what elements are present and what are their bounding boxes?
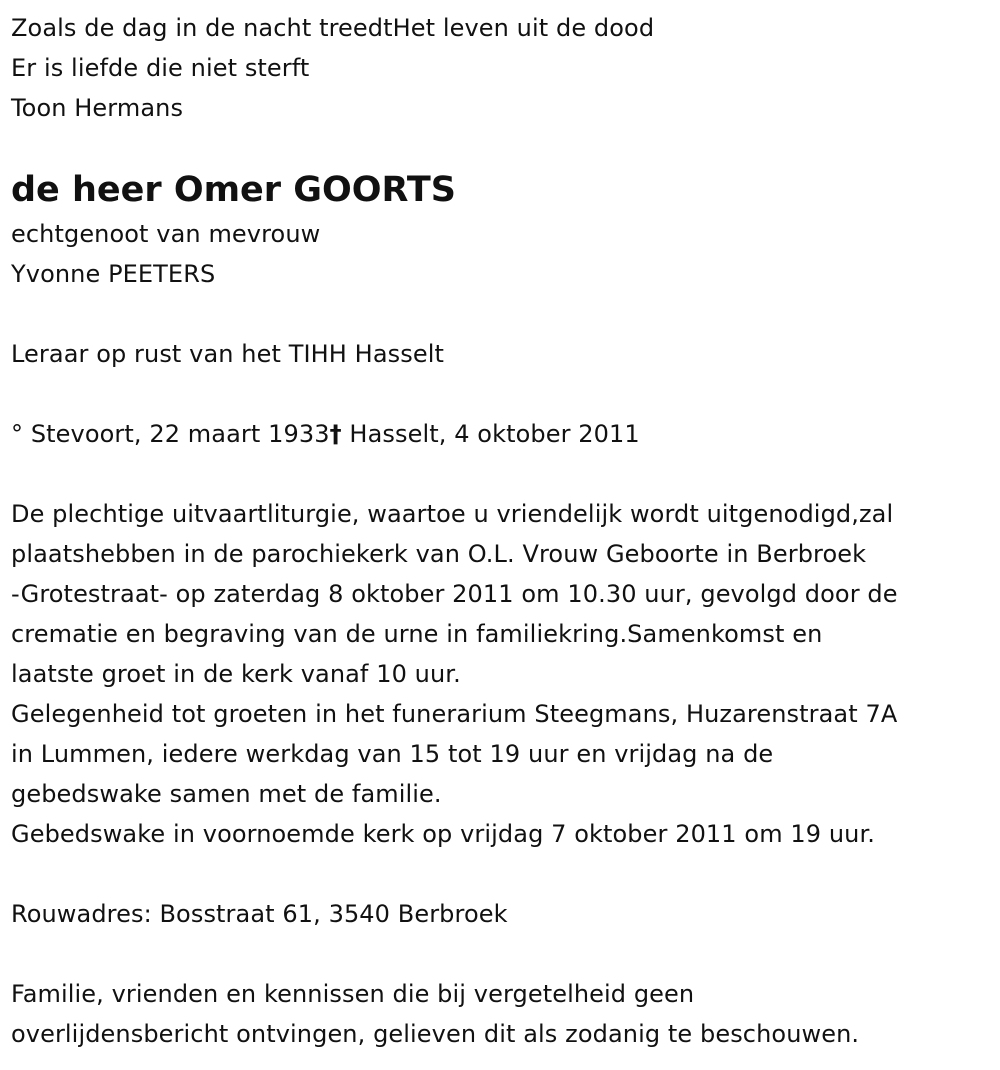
- body-line: De plechtige uitvaartliturgie, waartoe u vriendelijk wordt uitgenodigd,zal: [11, 500, 894, 528]
- body-line: Gebedswake in voornoemde kerk op vrijdag 7 oktober 2011 om 19 uur.: [11, 820, 875, 848]
- body-line: laatste groet in de kerk vanaf 10 uur.: [11, 660, 461, 688]
- mourning-address: Rouwadres: Bosstraat 61, 3540 Berbroek: [11, 900, 508, 928]
- body-line: -Grotestraat- op zaterdag 8 oktober 2011 om 10.30 uur, gevolgd door de: [11, 580, 898, 608]
- deceased-name: de heer Omer GOORTS: [11, 170, 456, 210]
- spacer: [11, 374, 989, 414]
- body-line: plaatshebben in de parochiekerk van O.L. Vrouw Geboorte in Berbroek: [11, 540, 867, 568]
- death-text: Hasselt, 4 oktober 2011: [341, 420, 640, 448]
- body-line: gebedswake samen met de familie.: [11, 780, 442, 808]
- spouse-name: Yvonne PEETERS: [11, 260, 216, 288]
- relation-text: echtgenoot van mevrouw: [11, 220, 321, 248]
- occupation-text: Leraar op rust van het TIHH Hasselt: [11, 340, 444, 368]
- body-line: in Lummen, iedere werkdag van 15 tot 19 uur en vrijdag na de: [11, 740, 774, 768]
- poem-line-2: Er is liefde die niet sterft: [11, 54, 310, 82]
- poem-line-1: Zoals de dag in de nacht treedtHet leven uit de dood: [11, 14, 655, 42]
- body-line: crematie en begraving van de urne in familiekring.Samenkomst en: [11, 620, 823, 648]
- spacer: [11, 454, 989, 494]
- spacer: [11, 934, 989, 974]
- spacer: [11, 854, 989, 894]
- life-dates: [11, 414, 989, 454]
- closing-line-1: Familie, vrienden en kennissen die bij vergetelheid geen: [11, 980, 695, 1008]
- poem-author: Toon Hermans: [11, 94, 184, 122]
- birth-text: ° Stevoort, 22 maart 1933: [11, 420, 330, 448]
- body-line: Gelegenheid tot groeten in het funerarium Steegmans, Huzarenstraat 7A: [11, 700, 898, 728]
- cross-icon: †: [329, 420, 342, 448]
- closing-line-2: overlijdensbericht ontvingen, gelieven dit als zodanig te beschouwen.: [11, 1020, 860, 1048]
- spacer: [11, 294, 989, 334]
